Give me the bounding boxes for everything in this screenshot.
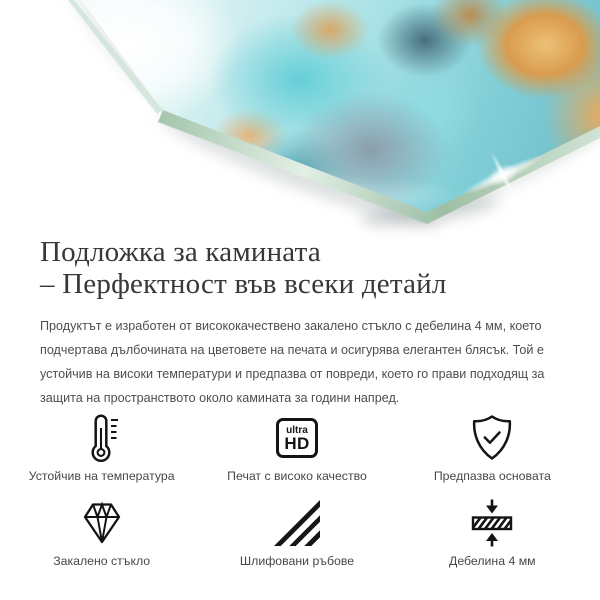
feature-label: Дебелина 4 мм bbox=[449, 554, 536, 568]
feature-print-quality bbox=[199, 412, 394, 483]
feature-label: Устойчив на температура bbox=[28, 469, 175, 483]
feature-temperature bbox=[4, 412, 199, 483]
thermometer-icon bbox=[85, 412, 119, 464]
ultra-hd-icon-text-bottom: HD bbox=[284, 433, 310, 453]
feature-protects-base bbox=[395, 412, 590, 483]
page-title-line1: Подложка за камината bbox=[40, 236, 321, 268]
product-description: Продуктът е изработен от висококачествено закалено стъкло с дебелина 4 мм, което подчертава дълбочината на цветовете на печата и осигурява елегантен блясък. Той е устойчив на високи температури и предпазва от повреди, което го прави подходящ за защита на пространството около камината за години напред. bbox=[40, 319, 545, 405]
feature-polished-edges bbox=[199, 497, 394, 568]
feature-tempered-glass bbox=[4, 497, 199, 568]
feature-label: Печат с високо качество bbox=[227, 469, 367, 483]
product-photo bbox=[0, 0, 600, 230]
feature-label: Закалено стъкло bbox=[53, 554, 151, 568]
ultra-hd-icon bbox=[276, 412, 318, 464]
thickness-4mm-icon bbox=[469, 497, 515, 549]
ultra-hd-icon-text-top: ultra bbox=[286, 424, 308, 436]
diamond-icon bbox=[77, 497, 127, 549]
feature-label: Шлифовани ръбове bbox=[239, 554, 355, 568]
page-title-line2: – Перфектност във всеки детайл bbox=[40, 268, 447, 300]
polished-edges-icon bbox=[274, 497, 320, 549]
page-title bbox=[0, 236, 600, 300]
features-grid bbox=[4, 412, 590, 568]
sparkle-highlight bbox=[455, 139, 551, 211]
feature-thickness bbox=[395, 497, 590, 568]
shield-check-icon bbox=[469, 412, 515, 464]
feature-label: Предпазва основата bbox=[433, 469, 551, 483]
